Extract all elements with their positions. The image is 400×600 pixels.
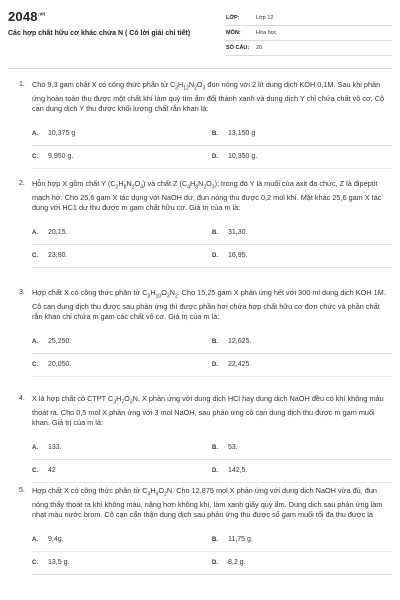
option-a[interactable] <box>32 444 62 451</box>
option-label: B. <box>212 130 218 137</box>
option-d[interactable] <box>212 559 246 566</box>
option-a[interactable] <box>32 229 67 236</box>
option-value: 133. <box>48 443 62 451</box>
option-c[interactable] <box>32 467 56 474</box>
option-c[interactable] <box>32 361 71 368</box>
option-value: 22,425 <box>228 360 250 368</box>
option-value: 13,150 g <box>228 129 256 137</box>
option-label: D. <box>212 252 218 259</box>
option-label: C. <box>32 467 38 474</box>
meta-count-value: 20 <box>256 45 263 51</box>
option-b[interactable] <box>212 444 238 451</box>
option-value: 10,375 g <box>48 129 76 137</box>
option-divider <box>32 145 392 146</box>
option-divider <box>32 353 392 354</box>
option-divider <box>32 574 392 575</box>
option-value: 13,5 g. <box>48 558 70 566</box>
meta-class <box>226 14 392 26</box>
option-a[interactable] <box>32 338 71 345</box>
option-value: 31,30. <box>228 228 248 236</box>
option-label: B. <box>212 338 218 345</box>
option-a[interactable] <box>32 130 75 137</box>
option-d[interactable] <box>212 361 249 368</box>
meta-class-value: Lớp 12 <box>256 15 274 21</box>
option-value: 23,80. <box>48 251 68 259</box>
option-label: D. <box>212 467 218 474</box>
option-divider <box>32 168 392 169</box>
option-value: 53. <box>228 443 238 451</box>
option-b[interactable] <box>212 536 253 543</box>
header-divider <box>8 68 392 69</box>
meta-class-key: LỚP: <box>226 15 240 21</box>
option-label: A. <box>32 444 38 451</box>
option-b[interactable] <box>212 130 255 137</box>
option-label: D. <box>212 559 218 566</box>
option-c[interactable] <box>32 559 69 566</box>
option-value: 42 <box>48 466 56 474</box>
question-text: X là hợp chất có CTPT $C_3H_7O_3N$. X phản ứng với dung dịch HCl hay dung dịch NaOH đều có khí không màu thoát ra. Cho 0,5 mol X phản ứng với 3 mol NaOH, sau phản ứng cô cạn dung dịch thu được m gam muối khan. Giá trị của m là: <box>32 394 384 427</box>
option-value: 12,625. <box>228 337 252 345</box>
question-number: 5. <box>19 487 25 494</box>
document-header <box>0 0 400 66</box>
option-value: 8,2 g. <box>228 558 246 566</box>
meta-subject-key: MÔN: <box>226 30 241 36</box>
meta-count-key: SỐ CÂU: <box>226 45 250 51</box>
meta-subject-value: Hóa học <box>256 30 277 36</box>
option-divider <box>32 267 392 268</box>
option-label: A. <box>32 338 38 345</box>
question-number: 4. <box>19 395 25 402</box>
option-value: 11,75 g. <box>228 535 253 543</box>
option-label: D. <box>212 361 218 368</box>
option-value: 9,4g. <box>48 535 64 543</box>
option-value: 16,95. <box>228 251 248 259</box>
option-label: A. <box>32 536 38 543</box>
question-number: 1. <box>19 81 25 88</box>
option-label: B. <box>212 536 218 543</box>
meta-subject <box>226 29 392 41</box>
option-label: C. <box>32 559 38 566</box>
option-label: C. <box>32 252 38 259</box>
option-value: 10,350 g. <box>228 152 258 160</box>
option-divider <box>32 376 392 377</box>
site-logo[interactable]: $2048^{.vn}$ <box>8 9 46 24</box>
question-text: Cho 9,3 gam chất X có công thức phân tử $C_3H_{12}N_2O_3$ đun nóng với 2 lít dung dịch KOH 0,1M. Sau khi phản ứng hoàn toàn thu được một chất khí làm quỳ tím ẩm đổi thành xanh và dung dịch Y chỉ chứa chất vô cơ. Cô cạn dung dịch Y thu được khối lượng chất rắn khan là: <box>32 80 385 113</box>
option-d[interactable] <box>212 153 257 160</box>
option-value: 142,5. <box>228 466 248 474</box>
question-text: Hợp chất X có công thức phân tử $C_4H_9O_2N$. Cho 12,875 mol X phản ứng với dung dịch NaOH vừa đủ, đun nóng thấy thoát ra khí không màu, nặng hơn không khí, làm xanh giấy quỳ ẩm. Dung dịch sau phản ứng làm nhạt màu nước brom. Cô cạn cẩn thận dung dịch sau phản ứng thu được số gam muối tối đa thu được là <box>32 486 383 519</box>
question-text: Hợp chất X có công thức phân tử $C_3H_{10}O_3N_2$. Cho 15,25 gam X phản ứng hết với 300 ml dung dịch KOH 1M. Cô cạn dung dịch thu được sau phản ứng thì được phần hơi chứa hợp chất hữu cơ đơn chức và phần chất rắn khan chỉ chứa m gam các chất vô cơ. Giá trị của m là: <box>32 288 386 321</box>
option-d[interactable] <box>212 252 247 259</box>
option-b[interactable] <box>212 229 247 236</box>
document-title: Các hợp chất hữu cơ khác chứa N ( Có lời giải chi tiết) <box>8 30 191 37</box>
option-value: 9,950 g. <box>48 152 74 160</box>
option-label: D. <box>212 153 218 160</box>
option-label: A. <box>32 130 38 137</box>
option-value: 25,250. <box>48 337 72 345</box>
question-number: 2. <box>19 180 25 187</box>
option-label: C. <box>32 361 38 368</box>
option-c[interactable] <box>32 153 73 160</box>
option-divider <box>32 551 392 552</box>
option-b[interactable] <box>212 338 251 345</box>
option-label: B. <box>212 444 218 451</box>
question-text: Hỗn hợp X gồm chất Y $(C_2H_8N_2O_4)$ và chất Z $(C_4H_8N_2O_3)$; trong đó Y là muối của axit đa chức, Z là đipeptit mạch hở. Cho 25,6 gam X tác dụng với NaOH dư, đun nóng thu được 0,2 mol khí. Mặt khác 25,6 gam X tác dụng với HC1 dư thu được m gam chất hữu cơ. Giá trị của m là: <box>32 179 382 212</box>
option-label: B. <box>212 229 218 236</box>
option-label: A. <box>32 229 38 236</box>
option-d[interactable] <box>212 467 247 474</box>
option-a[interactable] <box>32 536 64 543</box>
option-divider <box>32 482 392 483</box>
option-divider <box>32 244 392 245</box>
meta-count <box>226 44 392 56</box>
option-divider <box>32 459 392 460</box>
option-value: 20,15. <box>48 228 68 236</box>
option-value: 20,050. <box>48 360 72 368</box>
option-c[interactable] <box>32 252 67 259</box>
option-label: C. <box>32 153 38 160</box>
question-number: 3. <box>19 289 25 296</box>
